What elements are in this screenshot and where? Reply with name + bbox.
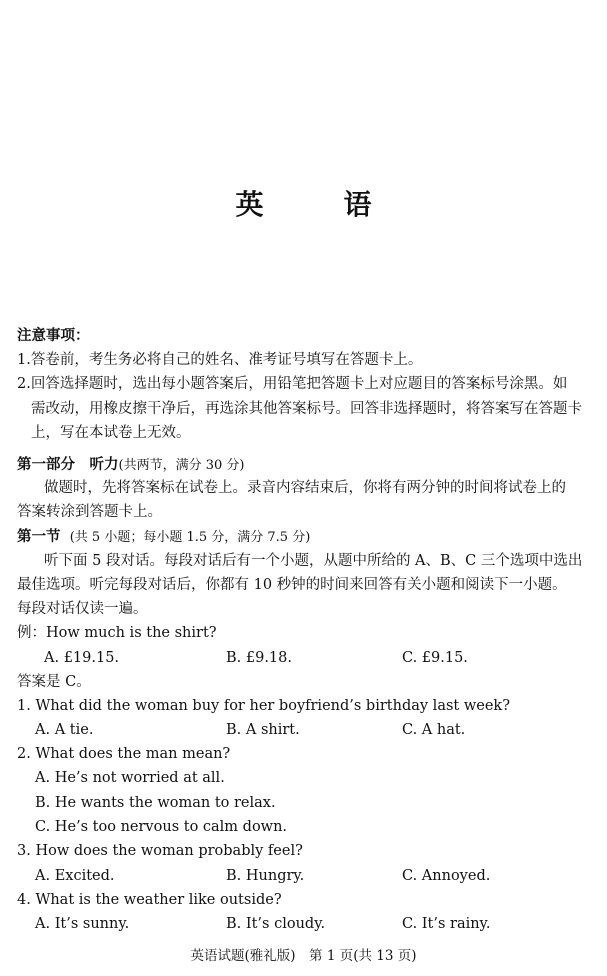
example-option-b: B. £9.18. (226, 650, 292, 666)
q4-option-a: A. It’s sunny. (35, 916, 130, 932)
example-question: 例：How much is the shirt? (17, 625, 217, 641)
notice-item-2-end: 上，写在本试卷上无效。 (31, 425, 191, 441)
part1-heading: 第一部分 听力 (17, 457, 119, 473)
question-2: 2. What does the man mean? (17, 746, 231, 762)
example-option-c: C. £9.15. (402, 650, 468, 666)
question-1: 1. What did the woman buy for her boyfriend’s birthday last week? (17, 698, 510, 714)
section1-note: (共 5 小题；每小题 1.5 分，满分 7.5 分) (69, 530, 311, 545)
q4-option-c: C. It’s rainy. (402, 916, 491, 932)
section1-instr-3: 每段对话仅读一遍。 (17, 601, 148, 617)
notice-item-2-cont: 需改动，用橡皮擦干净后，再选涂其他答案标号。回答非选择题时，将答案写在答题卡 (31, 401, 582, 417)
q3-option-c: C. Annoyed. (402, 868, 491, 884)
part1-instr-1: 做题时，先将答案标在试卷上。录音内容结束后，你将有两分钟的时间将试卷上的 (44, 480, 566, 496)
notice-item-1: 1.答卷前，考生务必将自己的姓名、准考证号填写在答题卡上。 (17, 352, 423, 368)
question-3: 3. How does the woman probably feel? (17, 843, 303, 859)
section1-heading: 第一节 (17, 529, 61, 545)
part1-note: (共两节，满分 30 分) (118, 458, 245, 473)
example-answer: 答案是 C。 (17, 674, 91, 690)
section1-heading-line (17, 527, 310, 548)
q2-option-c: C. He’s too nervous to calm down. (35, 819, 288, 835)
example-option-a: A. £19.15. (44, 650, 120, 666)
q1-option-c: C. A hat. (402, 722, 466, 738)
q1-option-a: A. A tie. (35, 722, 94, 738)
q2-option-b: B. He wants the woman to relax. (35, 795, 276, 811)
notice-item-2: 2.回答选择题时，选出每小题答案后，用铅笔把答题卡上对应题目的答案标号涂黑。如 (17, 376, 568, 392)
question-4: 4. What is the weather like outside? (17, 892, 282, 908)
q2-option-a: A. He’s not worried at all. (35, 770, 225, 786)
notice-heading: 注意事项： (17, 328, 90, 344)
page-footer: 英语试题(雅礼版) 第 1 页(共 13 页) (190, 948, 417, 964)
part1-instr-2: 答案转涂到答题卡上。 (17, 504, 162, 520)
q3-option-b: B. Hungry. (226, 868, 305, 884)
q1-option-b: B. A shirt. (226, 722, 300, 738)
section1-instr-1: 听下面 5 段对话。每段对话后有一个小题，从题中所给的 A、B、C 三个选项中选出 (44, 553, 583, 569)
section1-instr-2: 最佳选项。听完每段对话后，你都有 10 秒钟的时间来回答有关小题和阅读下一小题。 (17, 577, 567, 593)
page-title: 英 语 (235, 188, 398, 221)
part1-heading-line (17, 455, 244, 476)
q3-option-a: A. Excited. (35, 868, 115, 884)
q4-option-b: B. It’s cloudy. (226, 916, 326, 932)
